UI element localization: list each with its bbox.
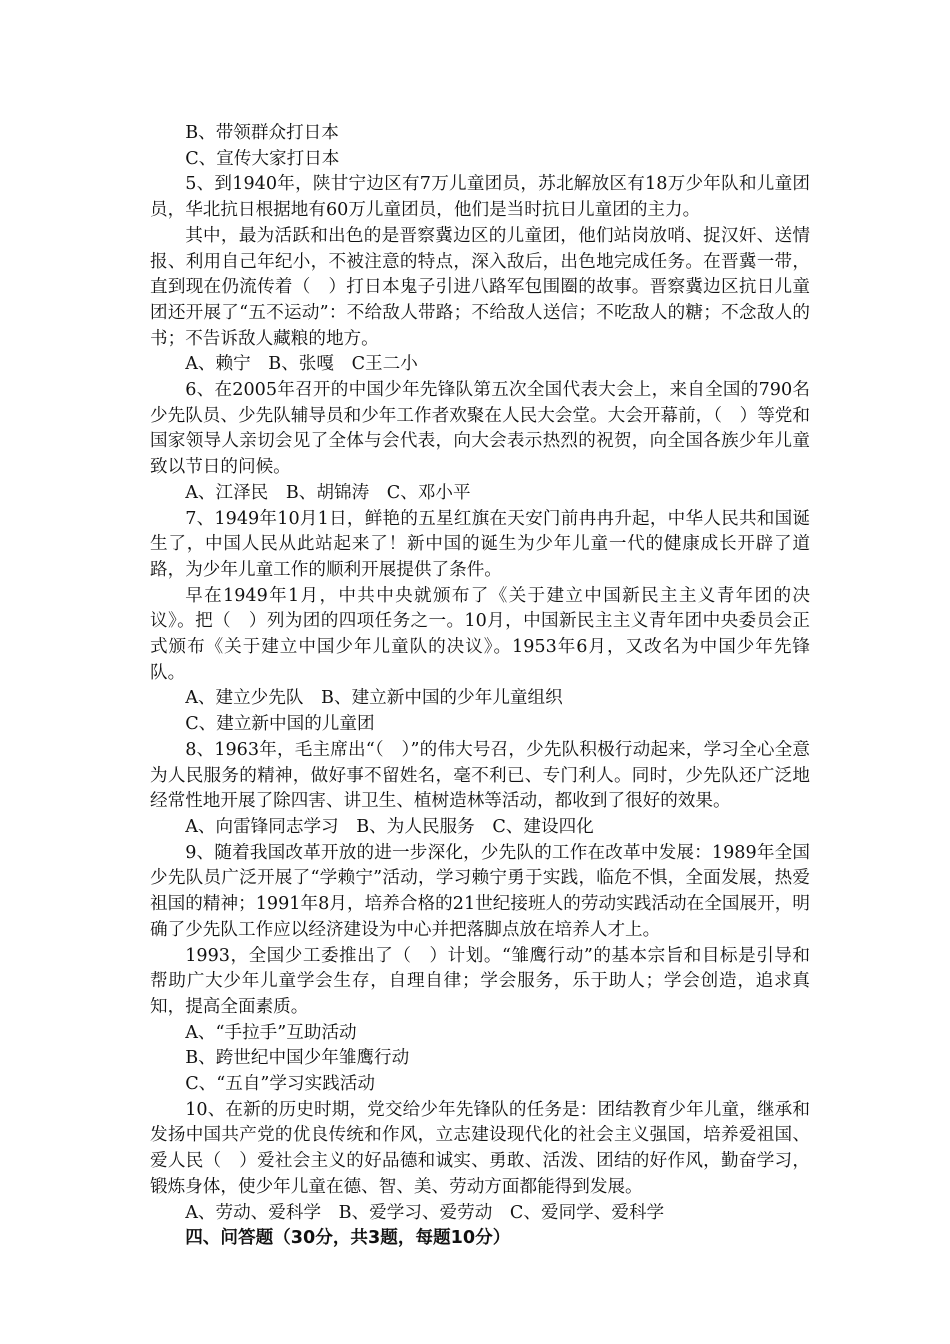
question-7: 7、1949年10月1日，鲜艳的五星红旗在天安门前冉冉升起，中华人民共和国诞生了，中国人民从此站起来了！新中国的诞生为少年儿童一代的健康成长开辟了道路，为少年儿童工作的顺利开展提供了条件。 (150, 508, 810, 580)
question-8-options: A、向雷锋同志学习 B、为人民服务 C、建设四化 (185, 816, 594, 837)
question-7-passage: 早在1949年1月，中共中央就颁布了《关于建立中国新民主主义青年团的决议》。把（ ）列为团的四项任务之一。10月，中国新民主主义青年团中央委员会正式颁布《关于建立中国少年儿童队的决议》。1953年6月，又改名为中国少年先锋队。 (150, 585, 810, 683)
section-heading: 四、问答题（30分，共3题，每题10分） (185, 1228, 511, 1249)
question-10: 10、在新的历史时期，党交给少年先锋队的任务是：团结教育少年儿童，继承和发扬中国共产党的优良传统和作风，立志建设现代化的社会主义强国，培养爱祖国、爱人民（ ）爱社会主义的好品德和诚实、勇敢、活泼、团结的好作风，勤奋学习，锻炼身体，使少年儿童在德、智、美、劳动方面都能得到发展。 (150, 1099, 810, 1197)
question-5-passage: 其中，最为活跃和出色的是晋察冀边区的儿童团，他们站岗放哨、捉汉奸、送情报、利用自己年纪小，不被注意的特点，深入敌后，出色地完成任务。在晋冀一带，直到现在仍流传着（ ）打日本鬼子引进八路军包围圈的故事。晋察冀边区抗日儿童团还开展了“五不运动”：不给敌人带路；不给敌人送信；不吃敌人的糖；不念敌人的书；不告诉敌人藏粮的地方。 (150, 225, 810, 349)
question-5: 5、到1940年，陕甘宁边区有7万儿童团员，苏北解放区有18万少年队和儿童团员，华北抗日根据地有60万儿童团员，他们是当时抗日儿童团的主力。 (150, 174, 810, 221)
question-9-option-b: B、跨世纪中国少年雏鹰行动 (185, 1048, 410, 1069)
question-7-option-c: C、建立新中国的儿童团 (185, 714, 375, 735)
question-9: 9、随着我国改革开放的进一步深化，少先队的工作在改革中发展：1989年全国少先队员广泛开展了“学赖宁”活动，学习赖宁勇于实践，临危不惧，全面发展，热爱祖国的精神；1991年8月，培养合格的21世纪接班人的劳动实践活动在全国展开，明确了少先队工作应以经济建设为中心并把落脚点放在培养人才上。 (150, 842, 810, 940)
question-9-passage: 1993，全国少工委推出了（ ）计划。“雏鹰行动”的基本宗旨和目标是引导和帮助广大少年儿童学会生存，自理自律；学会服务，乐于助人；学会创造，追求真知，提高全面素质。 (150, 945, 810, 1017)
option-line: B、带领群众打日本 (185, 123, 339, 143)
question-6-options: A、江泽民 B、胡锦涛 C、邓小平 (185, 482, 471, 503)
option-line: C、宣传大家打日本 (185, 148, 340, 169)
document-body (150, 121, 810, 1252)
question-6: 6、在2005年召开的中国少年先锋队第五次全国代表大会上，来自全国的790名少先队员、少先队辅导员和少年工作者欢聚在人民大会堂。大会开幕前，（ ）等党和国家领导人亲切会见了全体与会代表，向大会表示热烈的祝贺，向全国各族少年儿童致以节日的问候。 (150, 380, 810, 478)
question-10-options: A、劳动、爱科学 B、爱学习、爱劳动 C、爱同学、爱科学 (185, 1202, 665, 1223)
question-5-options: A、赖宁 B、张嘎 C王二小 (185, 354, 418, 375)
question-7-options: A、建立少先队 B、建立新中国的少年儿童组织 (185, 688, 563, 709)
question-8: 8、1963年，毛主席出“（ ）”的伟大号召，少先队积极行动起来，学习全心全意为人民服务的精神，做好事不留姓名，毫不利已、专门利人。同时，少先队还广泛地经常性地开展了除四害、讲卫生、植树造林等活动，都收到了很好的效果。 (150, 739, 810, 812)
question-9-option-a: A、“手拉手”互助活动 (185, 1022, 357, 1043)
question-9-option-c: C、“五自”学习实践活动 (185, 1074, 375, 1095)
